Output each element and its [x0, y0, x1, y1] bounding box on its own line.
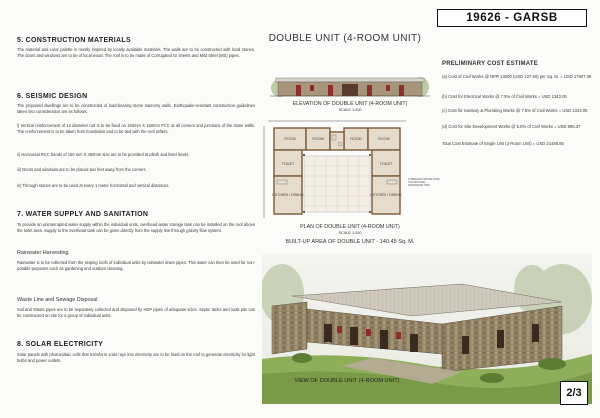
center-heading: DOUBLE UNIT (4-ROOM UNIT): [268, 33, 422, 44]
built-up-area: BUILT-UP AREA OF DOUBLE UNIT - 140.45 Sq. M.: [285, 239, 415, 245]
section-8-text: Solar panels with photovoltaic cells that transform solar rays into electricity are to be fixed on the roof to generate electricity for light bulbs and power outlets.: [17, 352, 255, 364]
legend-item-1: OVERHEAD WATER TANK: [408, 178, 440, 181]
plan-legend: [408, 178, 448, 188]
section-7-title: 7. WATER SUPPLY AND SANITATION: [17, 211, 149, 218]
section-5-title: 5. CONSTRUCTION MATERIALS: [17, 37, 131, 44]
cost-item-b: (b) Cost for Electrical Works @ 7.5% of Civil Works = USD 1343.05: [442, 94, 567, 99]
section-6-item-iv: iv) Through stones are to be used at every 1 meter horizontal and vertical distances.: [17, 183, 170, 188]
project-title-box: 19626 - GARSB: [437, 9, 587, 27]
section-6-text: The proposed dwellings are to be constructed of load-bearing stone masonry walls. Earthquake-resistant construction guidelines taken into consideration are as follows:: [17, 103, 255, 115]
section-5-text: The material and color palette is mostly inspired by locally available materials. The walls are to be constructed with local stones. The doors and windows are to be of local wood. The roof is to be made of Corrugated GI sheets and Mild Steel (MS) pipes.: [17, 47, 255, 59]
kitchen-left-label: KITCHEN / DINING: [272, 193, 304, 197]
cost-item-a: (a) Cost of Civil Works @ NPR 13000 (USD 127.50) per Sq. M. = USD 17907.38: [442, 74, 592, 79]
rainwater-subtitle: Rainwater Harvesting: [17, 250, 69, 256]
room-4-label: ROOM: [378, 137, 390, 141]
toilet-right-label: TOILET: [379, 162, 393, 166]
rainwater-text: Rainwater is to be collected from the sloping roofs of individual units by rainwater down pipes. This water can then be used for non-potable purposes such as gardening and outdoor cleaning.: [17, 260, 255, 272]
section-8-title: 8. SOLAR ELECTRICITY: [17, 341, 104, 348]
legend-item-2: SOLAR PANEL: [408, 181, 426, 185]
toilet-left-label: TOILET: [281, 162, 295, 166]
plan-title: PLAN OF DOUBLE UNIT (4-ROOM UNIT): [300, 224, 400, 230]
waste-text: Soil and Waste pipes are to be separately collected and disposed by HDP pipes of adequate sizes. Septic tanks and soak pits can be constructed on site for a group of individual units.: [17, 307, 255, 319]
room-3-label: ROOM: [350, 137, 362, 141]
cost-item-c: (c) Cost for Sanitary & Plumbing Works @ 7.5% of Civil Works = USD 1343.05: [442, 108, 588, 113]
waste-subtitle: Waste Line and Sewage Disposal: [17, 297, 98, 303]
cost-estimate-heading: PRELIMINARY COST ESTIMATE: [442, 61, 538, 67]
room-2-label: ROOM: [312, 137, 324, 141]
plan-scale: SCALE 1:200: [338, 231, 362, 235]
section-6-title: 6. SEISMIC DESIGN: [17, 93, 88, 100]
cost-item-d: (d) Cost for Site Development Works @ 5.0% of Civil Works = USD 895.37: [442, 124, 581, 129]
section-7-text: To provide an uninterrupted water supply within the individual units, overhead water storage tank can be installed on the roof above the toilet area. Supply to the overhead tank can be given directly from the supply line through gravity flow system.: [17, 222, 255, 234]
section-6-item-i: i) Vertical reinforcement of 12 diameter rod is to be fixed on 150mm X 150mm PCC at all corners and junctions of the stone walls. The reinforcement is to be taken from foundation and to be tied with the roof rafters.: [17, 123, 255, 135]
section-6-item-iii: iii) Doors and windows are to be placed two feet away from the corners.: [17, 167, 147, 172]
view-title: VIEW OF DOUBLE UNIT (4-ROOM UNIT): [294, 378, 400, 384]
cost-total: Total Cost Estimate of Single Unit (2-Room Unit) = USD 21488.85: [442, 141, 564, 146]
elevation-title: ELEVATION OF DOUBLE UNIT (4-ROOM UNIT): [292, 101, 408, 107]
elevation-scale: SCALE 1:200: [338, 108, 362, 112]
page-number-box: 2/3: [560, 381, 588, 405]
section-6-item-ii: ii) Horizontal RCC bands of 150 mm X 450mm size are to be provided at plinth and lintel levels.: [17, 152, 190, 157]
kitchen-right-label: KITCHEN / DINING: [370, 193, 402, 197]
legend-item-3: RAINWATER PIPE: [408, 184, 430, 188]
elevation-drawing: [270, 66, 430, 100]
plan-drawing: [262, 118, 412, 223]
room-1-label: ROOM: [284, 137, 296, 141]
